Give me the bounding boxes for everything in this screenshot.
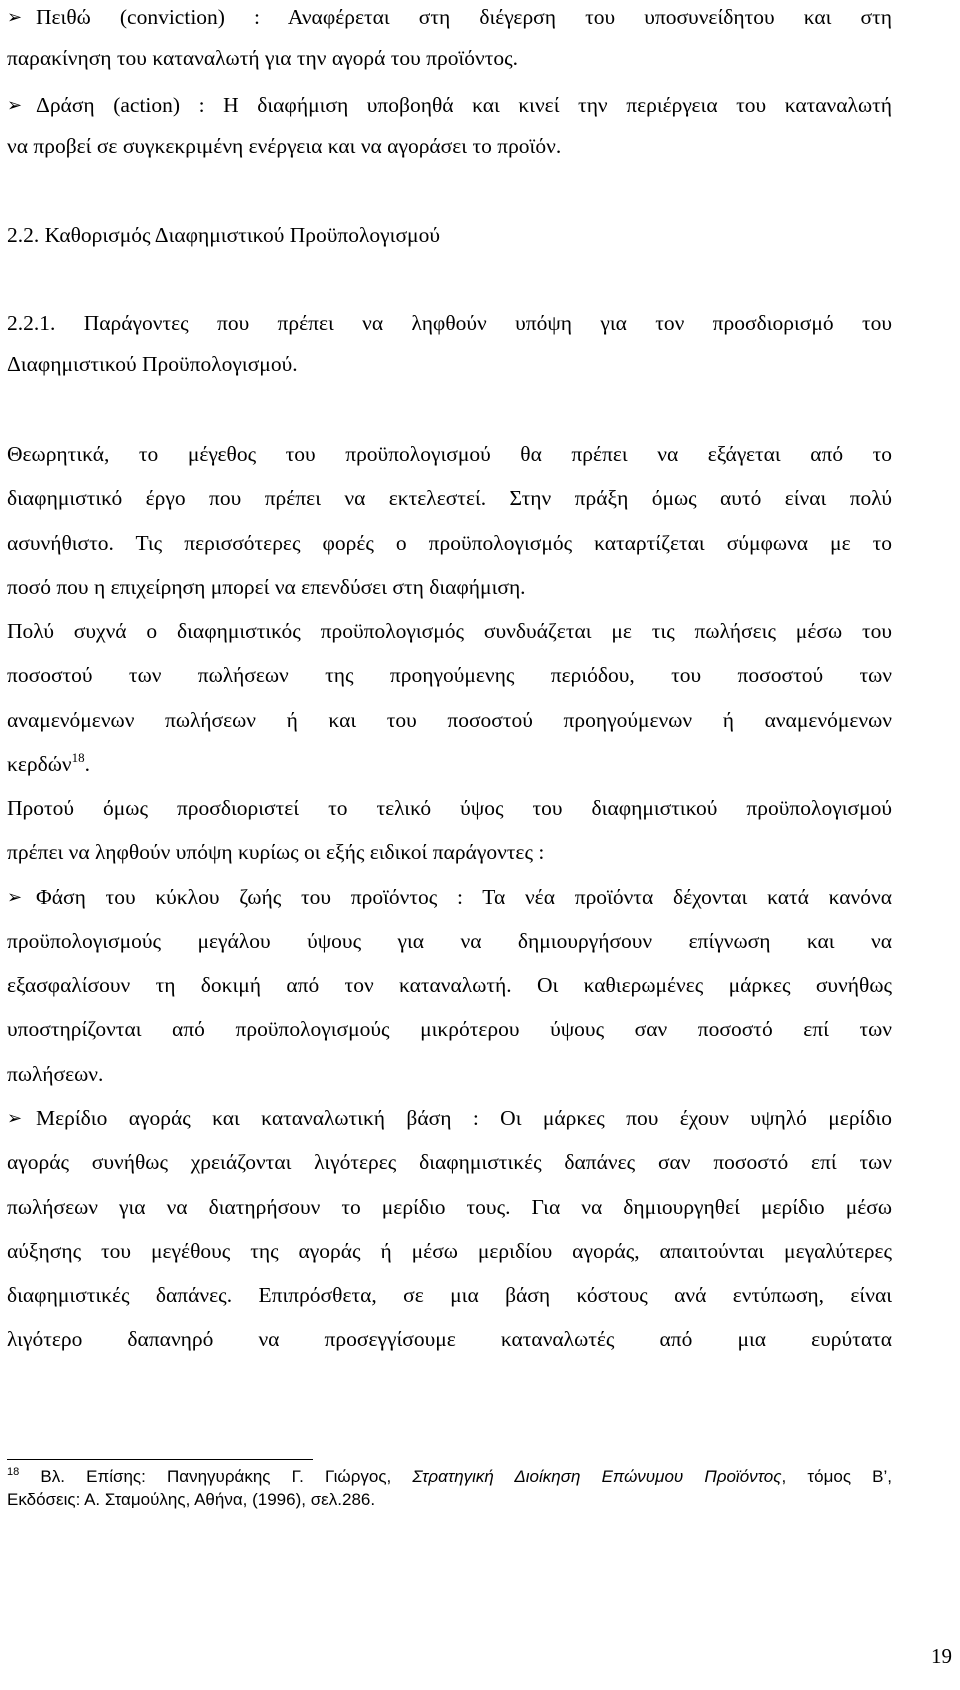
paragraph-2-line-2: ποσοστού των πωλήσεων της προηγούμενης περιόδου, του ποσοστού των (7, 663, 892, 687)
paragraph-1-line-2: διαφημιστικό έργο που πρέπει να εκτελεστεί. Στην πράξη όμως αυτό είναι πολύ (7, 486, 892, 510)
arrowhead-bullet-icon: ➢ (7, 95, 23, 116)
section-heading: 2.2. Καθορισμός Διαφημιστικού Προϋπολογισμού (7, 223, 440, 247)
footnote-reference: 18 (71, 750, 85, 765)
paragraph-2-line-3: αναμενόμενων πωλήσεων ή και του ποσοστού προηγούμενων ή αναμενόμενων (7, 708, 892, 732)
footnote-book-title: Στρατηγική Διοίκηση Επώνυμου Προϊόντος (412, 1467, 782, 1486)
page-number: 19 (931, 1644, 952, 1668)
arrowhead-bullet-icon: ➢ (7, 7, 23, 28)
bullet-market-share-line-4: αύξησης του μεγέθους της αγοράς ή μέσω μεριδίου αγοράς, απαιτούνται μεγαλύτερες (7, 1239, 892, 1263)
subsection-heading-line-2: Διαφημιστικού Προϋπολογισμού. (7, 352, 298, 376)
paragraph-2-line-4: κερδών$^{18}$. (7, 750, 90, 776)
footnote-separator (7, 1459, 313, 1460)
arrowhead-bullet-icon: ➢ (7, 887, 23, 908)
bullet-market-share-line-5: διαφημιστικές δαπάνες. Επιπρόσθετα, σε μια βάση κόστους ανά εντύπωση, είναι (7, 1283, 892, 1307)
paragraph-1-line-4: ποσό που η επιχείρηση μπορεί να επενδύσει στη διαφήμιση. (7, 575, 526, 599)
paragraph-3-line-2: πρέπει να ληφθούν υπόψη κυρίως οι εξής ειδικοί παράγοντες : (7, 840, 545, 864)
footnote-line-2: Εκδόσεις: Α. Σταμούλης, Αθήνα, (1996), σελ.286. (7, 1490, 376, 1509)
bullet-market-share-line-2: αγοράς συνήθως χρειάζονται λιγότερες διαφημιστικές δαπάνες σαν ποσοστό επί των (7, 1150, 892, 1174)
bullet-lifecycle-line-3: εξασφαλίσουν τη δοκιμή από τον καταναλωτή. Οι καθιερωμένες μάρκες συνήθως (7, 973, 892, 997)
paragraph-1-line-1: Θεωρητικά, το μέγεθος του προϋπολογισμού θα πρέπει να εξάγεται από το (7, 442, 892, 466)
footnote-line-1: $^{18}$ Βλ. Επίσης: Πανηγυράκης Γ. Γιώργος, Στρατηγική Διοίκηση Επώνυμου Προϊόντος, τόμος Β’, (7, 1466, 893, 1486)
subsection-heading-line-1: 2.2.1. Παράγοντες που πρέπει να ληφθούν υπόψη για τον προσδιορισμό του (7, 311, 892, 335)
bullet-lifecycle-line-5: πωλήσεων. (7, 1062, 104, 1086)
bullet-market-share-line-6: λιγότερο δαπανηρό να προσεγγίσουμε καταναλωτές από μια ευρύτατα (7, 1327, 892, 1351)
bullet-market-share-line-1: ➢ Μερίδιο αγοράς και καταναλωτική βάση : Οι μάρκες που έχουν υψηλό μερίδιο (7, 1106, 892, 1130)
paragraph-2-line-1: Πολύ συχνά ο διαφημιστικός προϋπολογισμός συνδυάζεται με τις πωλήσεις μέσω του (7, 619, 892, 643)
arrowhead-bullet-icon: ➢ (7, 1108, 23, 1129)
bullet-lifecycle-line-2: προϋπολογισμούς μεγάλου ύψους για να δημιουργήσουν επίγνωση και να (7, 929, 892, 953)
bullet-action-line-2: να προβεί σε συγκεκριμένη ενέργεια και να αγοράσει το προϊόν. (7, 134, 562, 158)
footnote-number: 18 (7, 1466, 20, 1478)
bullet-conviction-line-1: ➢ Πειθώ (conviction) : Αναφέρεται στη διέγερση του υποσυνείδητου και στη (7, 5, 892, 29)
bullet-market-share-line-3: πωλήσεων για να διατηρήσουν το μερίδιο τους. Για να δημιουργηθεί μερίδιο μέσω (7, 1195, 892, 1219)
bullet-lifecycle-line-4: υποστηρίζονται από προϋπολογισμούς μικρότερου ύψους σαν ποσοστό επί των (7, 1017, 892, 1041)
paragraph-1-line-3: ασυνήθιστο. Τις περισσότερες φορές ο προϋπολογισμός καταρτίζεται σύμφωνα με το (7, 531, 892, 555)
bullet-lifecycle-line-1: ➢ Φάση του κύκλου ζωής του προϊόντος : Τα νέα προϊόντα δέχονται κατά κανόνα (7, 885, 892, 909)
paragraph-3-line-1: Προτού όμως προσδιοριστεί το τελικό ύψος του διαφημιστικού προϋπολογισμού (7, 796, 892, 820)
bullet-action-line-1: ➢ Δράση (action) : Η διαφήμιση υποβοηθά και κινεί την περιέργεια του καταναλωτή (7, 93, 892, 117)
bullet-conviction-line-2: παρακίνηση του καταναλωτή για την αγορά του προϊόντος. (7, 46, 519, 70)
